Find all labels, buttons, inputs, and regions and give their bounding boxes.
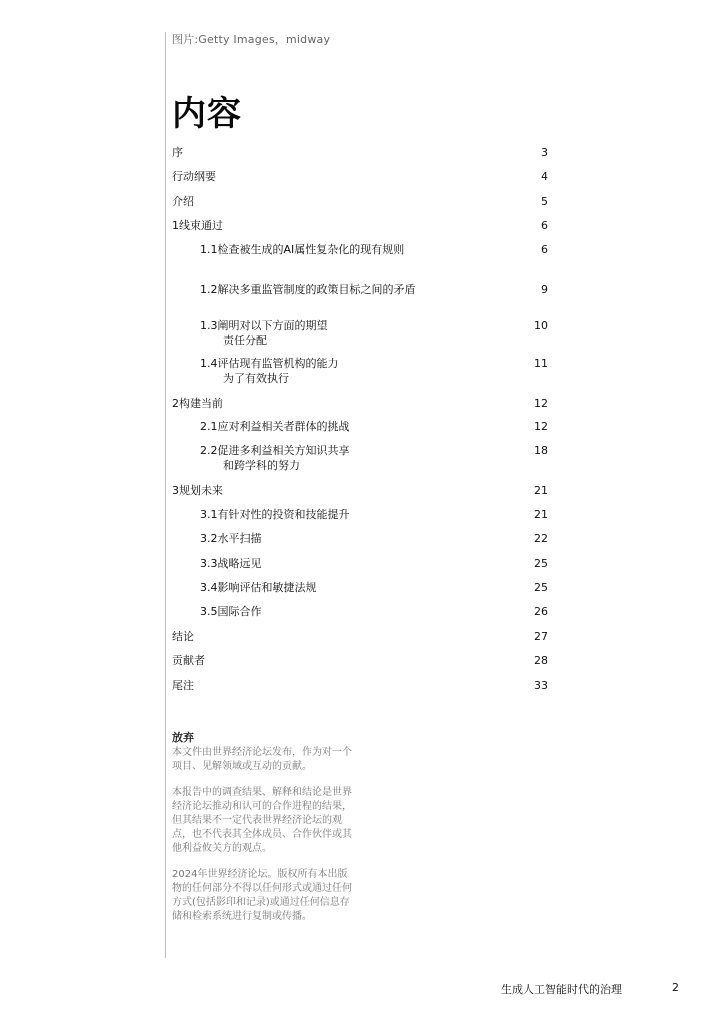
toc-label: 贡献者 bbox=[172, 654, 205, 667]
toc-label-continuation: 为了有效执行 bbox=[223, 372, 289, 385]
toc-label: 尾注 bbox=[172, 679, 194, 692]
toc-entry[interactable] bbox=[172, 653, 548, 671]
page-title: 内容 bbox=[172, 94, 242, 134]
toc-entry[interactable] bbox=[172, 629, 548, 647]
toc-label: 3.1有针对性的投资和技能提升 bbox=[200, 508, 350, 521]
disclaimer-paragraph: 本报告中的调查结果、解释和结论是世界经济论坛推动和认可的合作进程的结果，但其结果不一定代表世界经济论坛的观点，也不代表其全体成员、合作伙伴或其他利益攸关方的观点。 bbox=[172, 787, 352, 854]
toc-label: 1.3阐明对以下方面的期望 bbox=[200, 319, 328, 332]
toc-page-number: 6 bbox=[541, 243, 548, 256]
margin-rule bbox=[165, 32, 166, 958]
toc-label: 3.4影响评估和敏捷法规 bbox=[200, 581, 317, 594]
toc-label-continuation: 和跨学科的努力 bbox=[223, 459, 300, 472]
toc-label: 序 bbox=[172, 146, 183, 159]
toc-page-number: 9 bbox=[541, 283, 548, 296]
toc-page-number: 11 bbox=[534, 357, 548, 370]
toc-label: 2.1应对利益相关者群体的挑战 bbox=[200, 420, 350, 433]
toc-page-number: 33 bbox=[534, 679, 548, 692]
toc-page-number: 3 bbox=[541, 146, 548, 159]
toc-label: 1.1检查被生成的AI属性复杂化的现有规则 bbox=[200, 243, 405, 256]
toc-label: 结论 bbox=[172, 630, 194, 643]
toc-page-number: 10 bbox=[534, 319, 548, 332]
toc-entry[interactable] bbox=[200, 419, 548, 437]
toc-entry[interactable] bbox=[200, 318, 548, 350]
toc-entry[interactable] bbox=[172, 194, 548, 212]
copyright-notice: 2024年世界经济论坛。版权所有本出版物的任何部分不得以任何形式或通过任何方式(包括影印和记录)或通过任何信息存储和检索系统进行复制或传播。 bbox=[172, 869, 352, 922]
toc-label: 3.5国际合作 bbox=[200, 605, 262, 618]
toc-label: 3.3战略远见 bbox=[200, 557, 262, 570]
toc-entry[interactable] bbox=[172, 218, 548, 236]
toc-entry[interactable] bbox=[200, 556, 548, 574]
footer-page-number: 2 bbox=[672, 981, 679, 994]
toc-entry[interactable] bbox=[200, 580, 548, 598]
footer-document-title: 生成人工智能时代的治理 bbox=[501, 983, 622, 996]
toc-page-number: 6 bbox=[541, 219, 548, 232]
toc-label: 1.2解决多重监管制度的政策目标之间的矛盾 bbox=[200, 283, 416, 296]
toc-label: 1.4评估现有监管机构的能力 bbox=[200, 357, 339, 370]
toc-entry[interactable] bbox=[200, 443, 548, 475]
toc-label: 2构建当前 bbox=[172, 397, 223, 410]
toc-label-continuation: 责任分配 bbox=[223, 334, 267, 347]
toc-entry[interactable] bbox=[172, 483, 548, 501]
toc-page-number: 5 bbox=[541, 195, 548, 208]
toc-page-number: 21 bbox=[534, 484, 548, 497]
toc-label: 3规划未来 bbox=[172, 484, 223, 497]
toc-label: 3.2水平扫描 bbox=[200, 532, 262, 545]
toc-page-number: 25 bbox=[534, 581, 548, 594]
toc-page-number: 21 bbox=[534, 508, 548, 521]
disclaimer-paragraph: 本文件由世界经济论坛发布，作为对一个项目、见解领域或互动的贡献。 bbox=[172, 747, 352, 772]
toc-entry[interactable] bbox=[172, 678, 548, 696]
image-credit: 图片:Getty Images，midway bbox=[172, 33, 331, 46]
toc-page-number: 12 bbox=[534, 397, 548, 410]
toc-page-number: 26 bbox=[534, 605, 548, 618]
toc-page-number: 25 bbox=[534, 557, 548, 570]
toc-label: 1线束通过 bbox=[172, 219, 223, 232]
toc-page-number: 27 bbox=[534, 630, 548, 643]
toc-entry[interactable] bbox=[200, 356, 548, 388]
toc-entry[interactable] bbox=[200, 242, 548, 260]
toc-entry[interactable] bbox=[172, 396, 548, 414]
disclaimer-block bbox=[172, 731, 352, 936]
toc-page-number: 22 bbox=[534, 532, 548, 545]
disclaimer-heading: 放弃 bbox=[172, 731, 194, 744]
toc-label: 行动纲要 bbox=[172, 170, 216, 183]
toc-page-number: 28 bbox=[534, 654, 548, 667]
toc-page-number: 4 bbox=[541, 170, 548, 183]
toc-entry[interactable] bbox=[200, 282, 548, 300]
toc-label: 介绍 bbox=[172, 195, 194, 208]
toc-entry[interactable] bbox=[172, 145, 548, 163]
toc-entry[interactable] bbox=[200, 604, 548, 622]
toc-entry[interactable] bbox=[172, 169, 548, 187]
toc-label: 2.2促进多利益相关方知识共享 bbox=[200, 444, 350, 457]
toc-page-number: 18 bbox=[534, 444, 548, 457]
toc-page-number: 12 bbox=[534, 420, 548, 433]
toc-entry[interactable] bbox=[200, 507, 548, 525]
toc-entry[interactable] bbox=[200, 531, 548, 549]
